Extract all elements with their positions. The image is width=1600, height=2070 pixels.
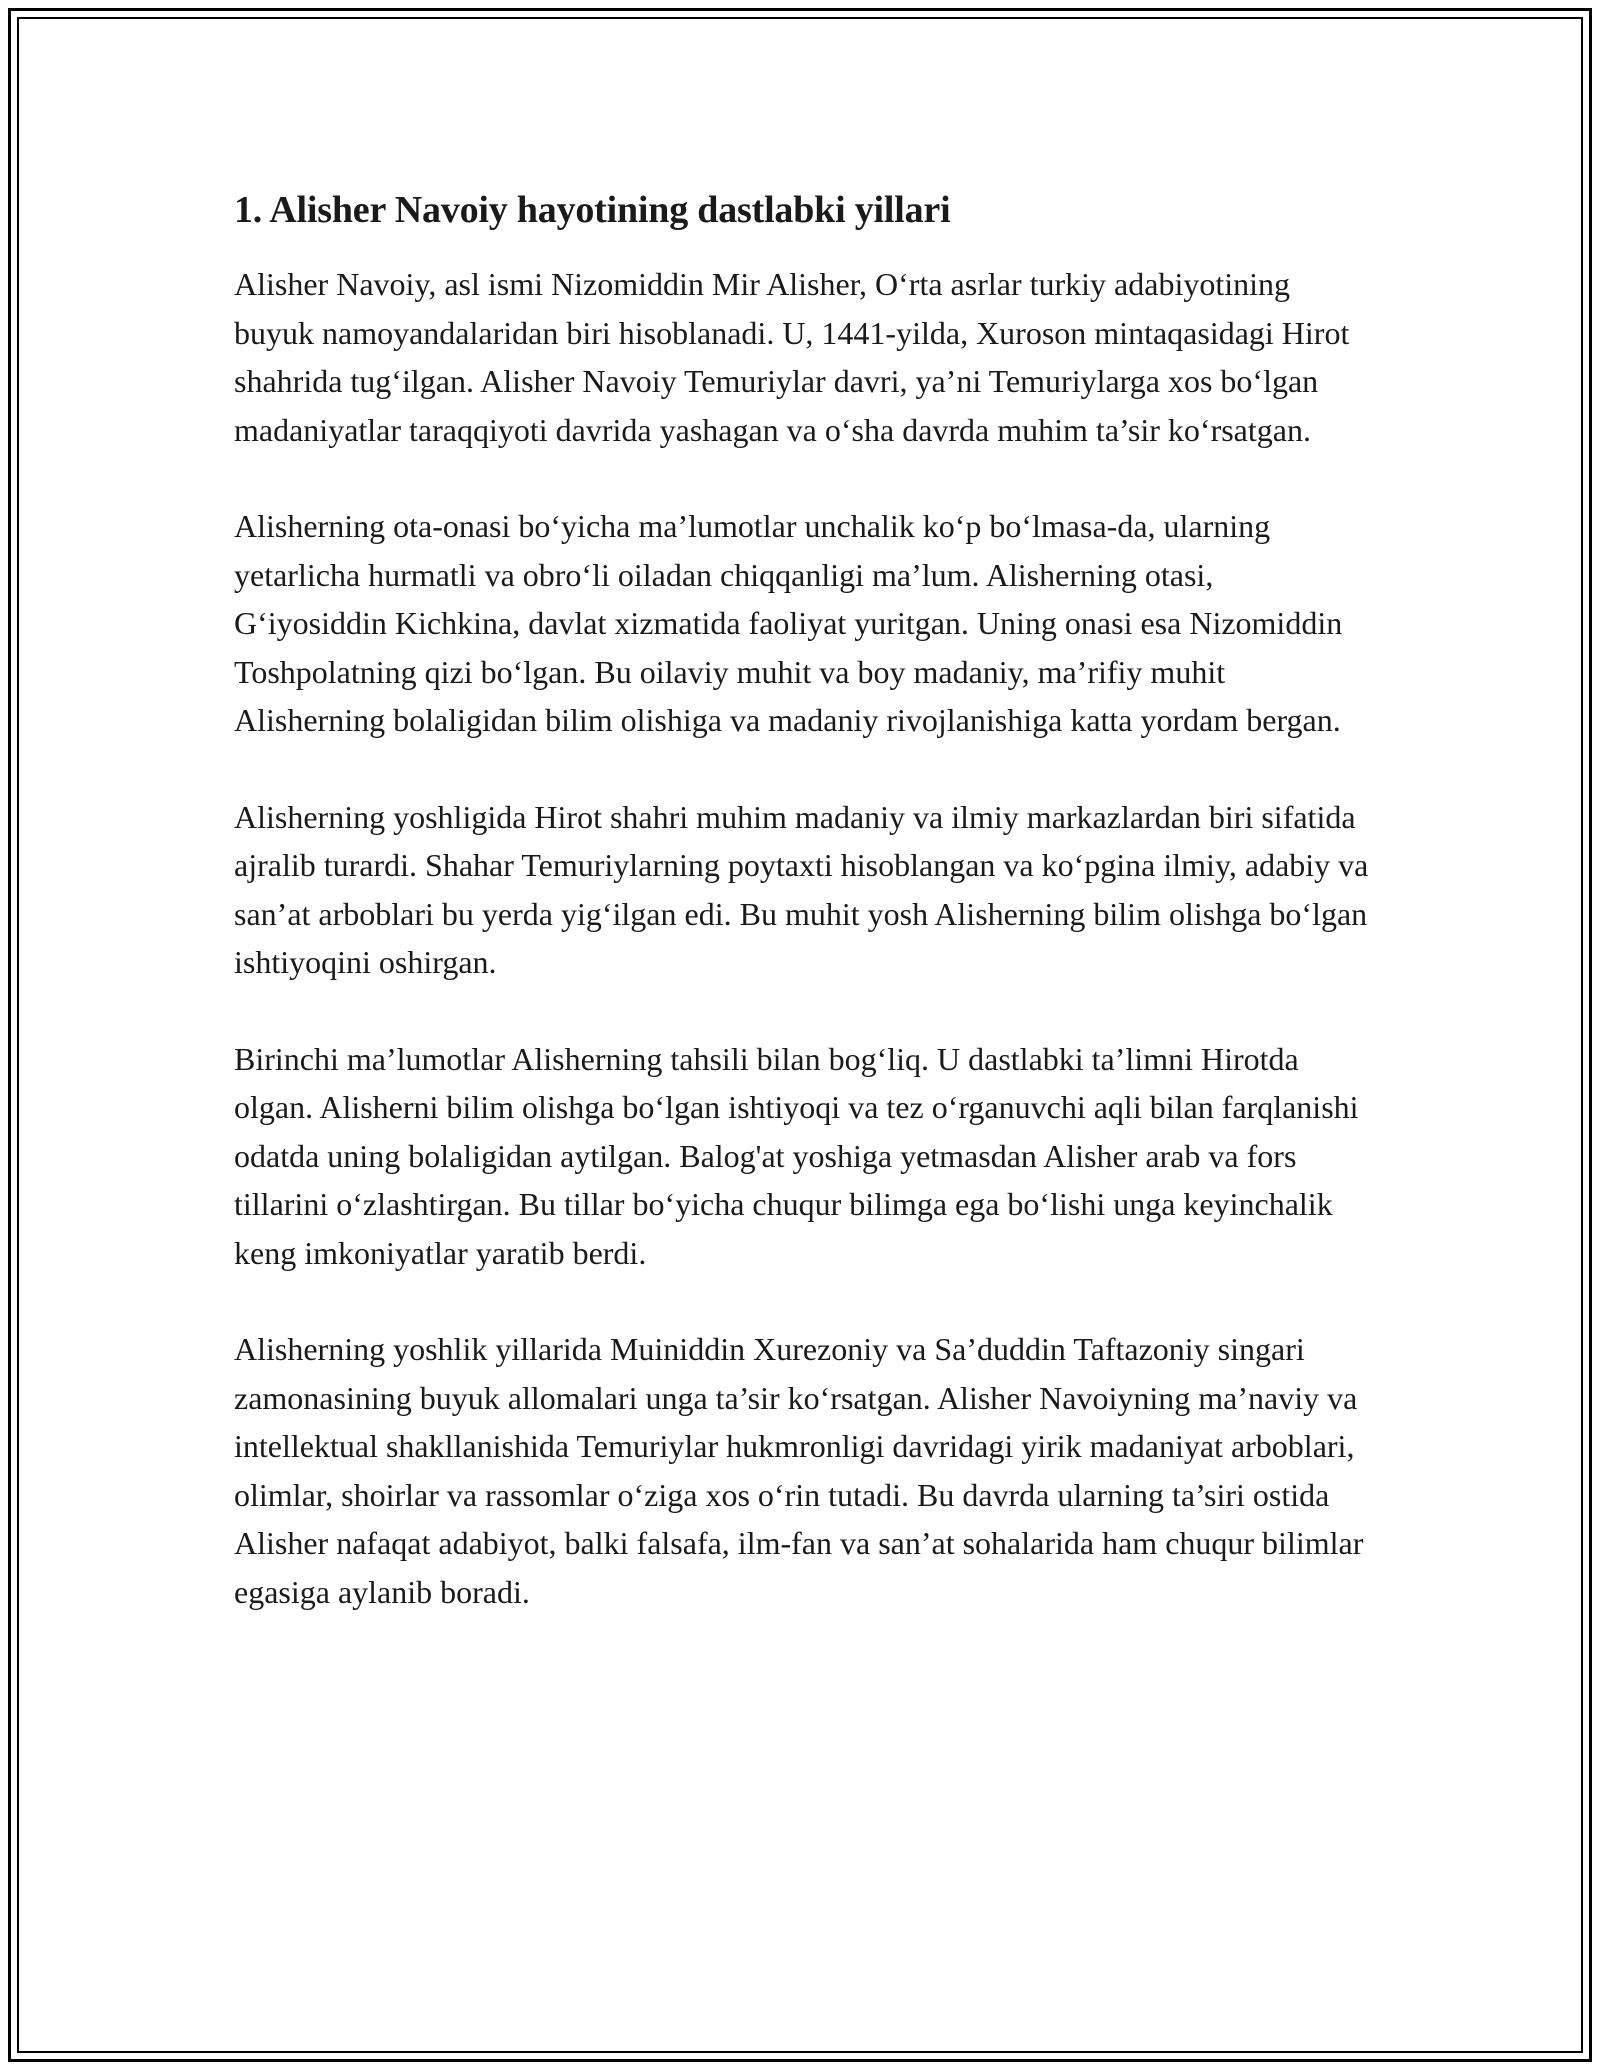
paragraph: Alisher Navoiy, asl ismi Nizomiddin Mir Alisher, O‘rta asrlar turkiy adabiyotining buyuk namoyandalaridan biri hisoblanadi. U, 1441-yilda, Xuroson mintaqasidagi Hirot shahrida tug‘ilgan. Alisher Navoiy Temuriylar davri, ya’ni Temuriylarga xos bo‘lgan madaniyatlar taraqqiyoti davrida yashagan va o‘sha davrda muhim ta’sir ko‘rsatgan.	[234, 266, 1350, 448]
paragraph: Alisherning ota-onasi bo‘yicha ma’lumotlar unchalik ko‘p bo‘lmasa-da, ularning yetarlicha hurmatli va obro‘li oiladan chiqqanligi ma’lum. Alisherning otasi, G‘iyosiddin Kichkina, davlat xizmatida faoliyat yuritgan. Uning onasi esa Nizomiddin Toshpolatning qizi bo‘lgan. Bu oilaviy muhit va boy madaniy, ma’rifiy muhit Alisherning bolaligidan bilim olishiga va madaniy rivojlanishiga katta yordam bergan.	[234, 508, 1343, 738]
paragraph: Alisherning yoshligida Hirot shahri muhim madaniy va ilmiy markazlardan biri sifatida ajralib turardi. Shahar Temuriylarning poytaxti hisoblangan va ko‘pgina ilmiy, adabiy va san’at arboblari bu yerda yig‘ilgan edi. Bu muhit yosh Alisherning bilim olishga bo‘lgan ishtiyoqini oshirgan.	[234, 798, 1369, 980]
document-body	[234, 186, 1374, 1664]
paragraph: Birinchi ma’lumotlar Alisherning tahsili bilan bog‘liq. U dastlabki ta’limni Hirotda olgan. Alisherni bilim olishga bo‘lgan ishtiyoqi va tez o‘rganuvchi aqli bilan farqlanishi odatda uning bolaligidan aytilgan. Balog'at yoshiga yetmasdan Alisher arab va fors tillarini o‘zlashtirgan. Bu tillar bo‘yicha chuqur bilimga ega bo‘lishi unga keyinchalik keng imkoniyatlar yaratib berdi.	[234, 1040, 1359, 1271]
section-heading: 1. Alisher Navoiy hayotining dastlabki yillari	[234, 189, 951, 231]
paragraph: Alisherning yoshlik yillarida Muiniddin Xurezoniy va Sa’duddin Taftazoniy singari zamonasining buyuk allomalari unga ta’sir ko‘rsatgan. Alisher Navoiyning ma’naviy va intellektual shakllanishida Temuriylar hukmronligi davridagi yirik madaniyat arboblari, olimlar, shoirlar va rassomlar o‘ziga xos o‘rin tutadi. Bu davrda ularning ta’siri ostida Alisher nafaqat adabiyot, balki falsafa, ilm-fan va san’at sohalarida ham chuqur bilimlar egasiga aylanib boradi.	[234, 1331, 1364, 1610]
